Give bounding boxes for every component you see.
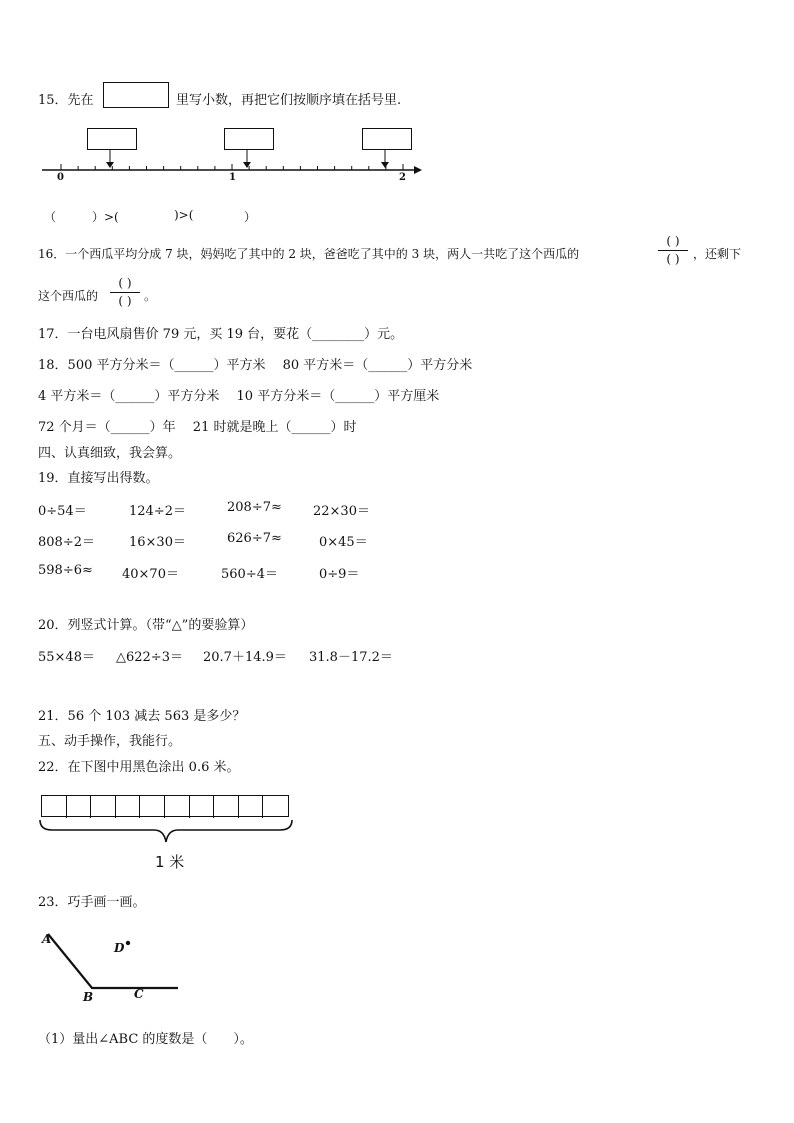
meter-cell[interactable]: [263, 796, 288, 818]
order-paren-2: ）>(: [92, 210, 119, 224]
tick-label-2: 2: [399, 172, 406, 183]
q18-line3: 72 个月＝（______）年 21 时就是晚上（______）时: [38, 420, 357, 435]
meter-cell[interactable]: [165, 796, 190, 818]
q15-sample-box[interactable]: [103, 82, 169, 108]
section-4-heading: 四、认真细致，我会算。: [38, 446, 182, 461]
q16-line1: 16．一个西瓜平均分成 7 块，妈妈吃了其中的 2 块，爸爸吃了其中的 3 块，两人一共吃了这个西瓜的: [38, 247, 580, 261]
point-b-label: B: [83, 990, 94, 1004]
number-line-arrow: [414, 166, 422, 174]
meter-cell[interactable]: [239, 796, 264, 818]
calc-item: 40×70＝: [122, 567, 179, 582]
tick-label-1: 1: [229, 172, 236, 183]
order-paren-3: )>(: [174, 208, 194, 222]
calc-item: 626÷7≈: [227, 531, 282, 546]
fraction-denominator: ( ): [666, 252, 680, 266]
q23-title: 23．巧手画一画。: [38, 895, 146, 910]
number-line: [0, 140, 794, 190]
meter-cell[interactable]: [190, 796, 215, 818]
q15-suffix: 里写小数，再把它们按顺序填在括号里.: [176, 93, 402, 108]
angle-abc-lines: [48, 934, 178, 988]
calc-item: 0×45＝: [319, 535, 368, 550]
q21: 21．56 个 103 减去 563 是多少？: [38, 709, 246, 724]
meter-cell[interactable]: [91, 796, 116, 818]
meter-cell[interactable]: [214, 796, 239, 818]
calc-item: 22×30＝: [313, 504, 370, 519]
calc-item: 0÷54＝: [38, 504, 87, 519]
number-line-ticks: [61, 164, 403, 170]
q23-sub1: （1）量出∠ABC 的度数是（ ）。: [38, 1032, 253, 1047]
brace: [36, 818, 296, 850]
calc-item: 598÷6≈: [38, 563, 93, 578]
fraction-numerator: ( ): [118, 276, 132, 290]
calc-item: 0÷9＝: [319, 567, 360, 582]
calc-item: 560÷4＝: [221, 567, 278, 582]
q20-title: 20．列竖式计算。（带“△”的要验算）: [38, 618, 254, 633]
q16-line2-end: 。: [144, 289, 157, 303]
calc-item: 16×30＝: [129, 535, 186, 550]
meter-cell[interactable]: [116, 796, 141, 818]
meter-cell[interactable]: [42, 796, 67, 818]
q22-title: 22．在下图中用黑色涂出 0.6 米。: [38, 760, 240, 775]
meter-cell[interactable]: [67, 796, 92, 818]
point-c-label: C: [134, 987, 144, 1001]
fraction-denominator: ( ): [118, 294, 132, 308]
point-d: [126, 941, 130, 945]
q18-line2: 4 平方米＝（______）平方分米 10 平方分米＝（______）平方厘米: [38, 389, 440, 404]
calc-item: 124÷2＝: [129, 504, 186, 519]
meter-bar[interactable]: [41, 795, 289, 817]
angle-figure: [36, 928, 196, 1008]
meter-cell[interactable]: [140, 796, 165, 818]
tick-label-0: 0: [57, 172, 64, 183]
q19-title: 19．直接写出得数。: [38, 471, 159, 486]
q17: 17．一台电风扇售价 79 元，买 19 台，要花（________）元。: [38, 327, 404, 342]
calc-item: 208÷7≈: [227, 500, 282, 515]
point-a-label: A: [42, 932, 52, 946]
order-paren-1: （: [44, 210, 57, 224]
q16-fraction-1[interactable]: [658, 234, 688, 267]
q16-line1-end: ，还剩下: [693, 247, 742, 261]
vertical-calc-item: 20.7＋14.9＝: [203, 650, 287, 665]
vertical-calc-item: 31.8－17.2＝: [309, 650, 393, 665]
q16-fraction-2[interactable]: [110, 276, 140, 309]
meter-label: 1 米: [155, 853, 185, 871]
calc-item: 808÷2＝: [38, 535, 95, 550]
fraction-numerator: ( ): [666, 234, 680, 248]
q18-line1: 18．500 平方分米＝（______）平方米 80 平方米＝（______）平方分米: [38, 358, 473, 373]
q16-line2: 这个西瓜的: [38, 289, 99, 303]
q15-prefix: 15．先在: [38, 93, 94, 108]
vertical-calc-item: 55×48＝: [38, 650, 95, 665]
vertical-calc-item: △622÷3＝: [116, 650, 183, 665]
order-paren-4: ）: [244, 210, 257, 224]
point-d-label: D: [114, 941, 125, 955]
section-5-heading: 五、动手操作，我能行。: [38, 734, 182, 749]
